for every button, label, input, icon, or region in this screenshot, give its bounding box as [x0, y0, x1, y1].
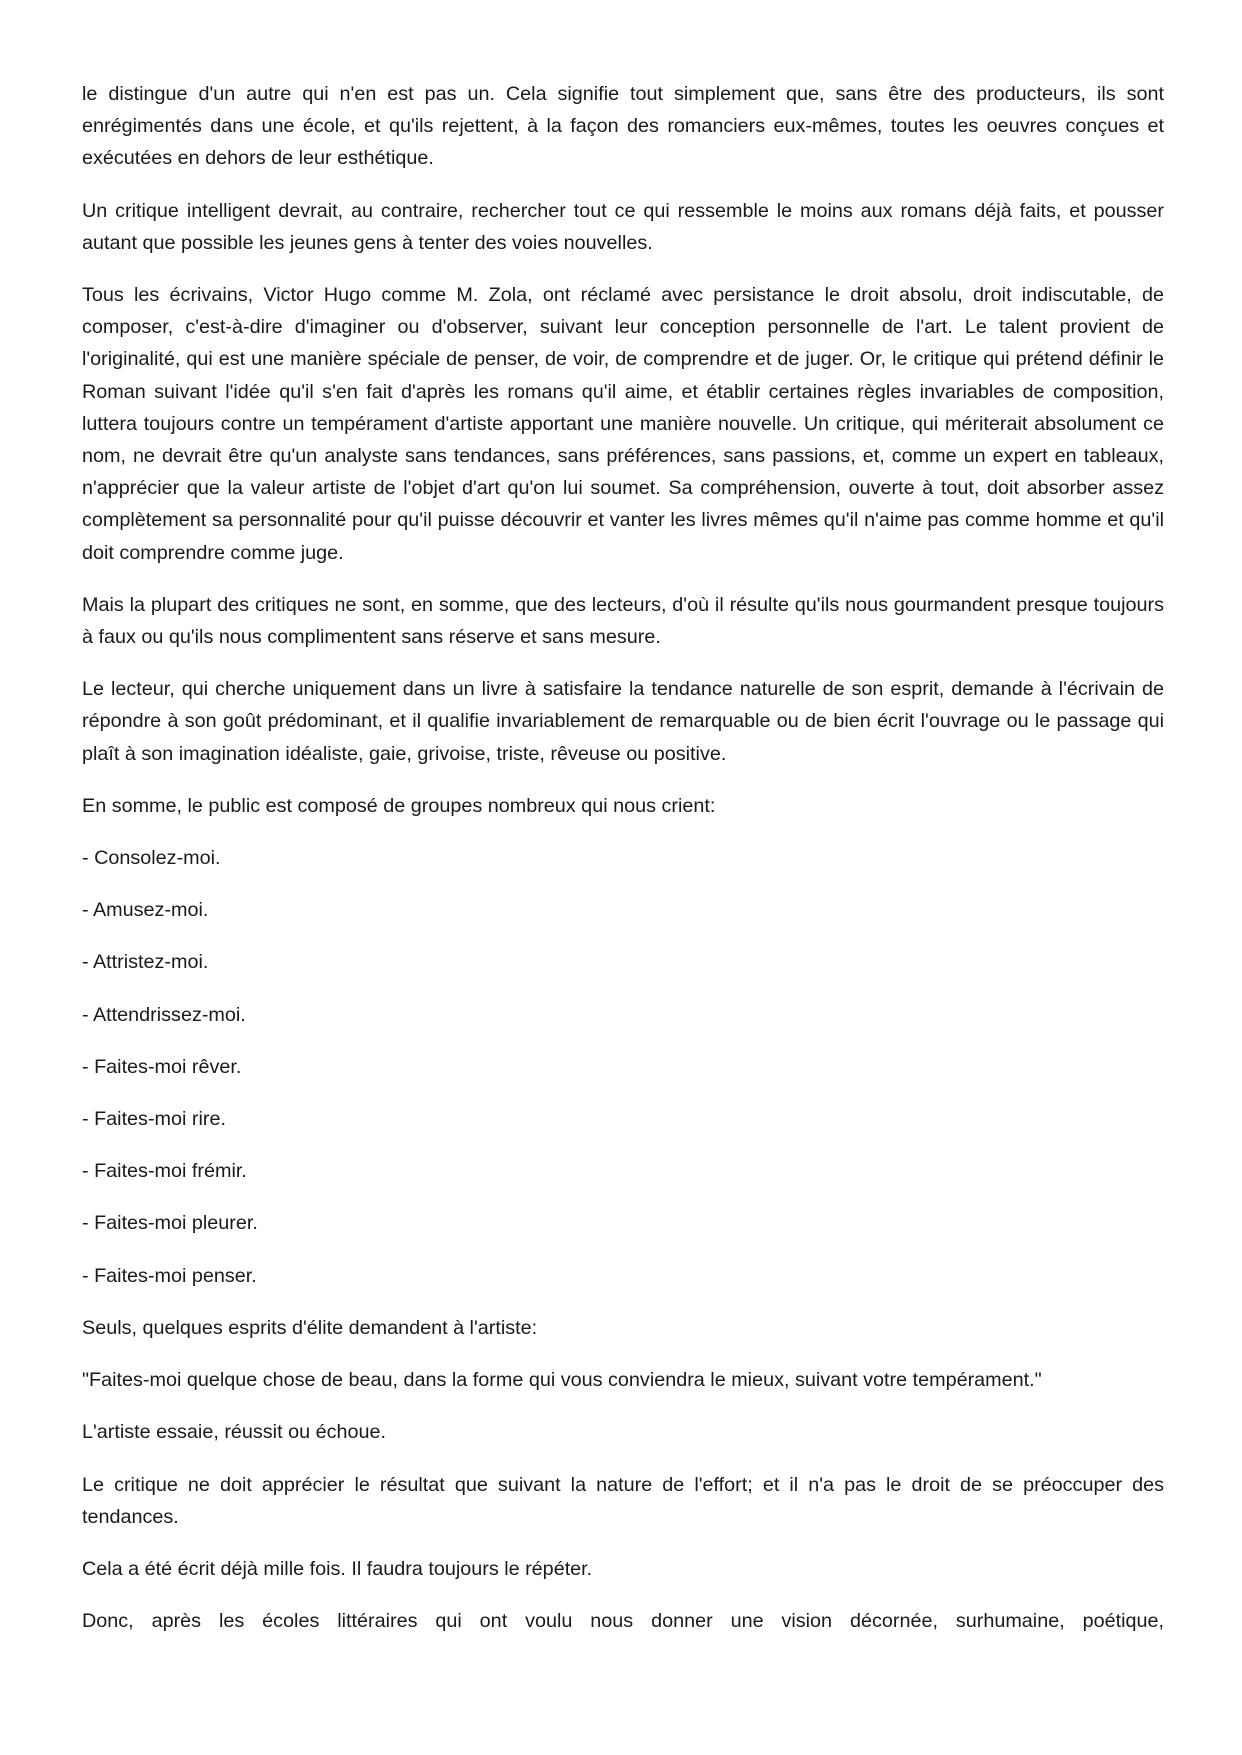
list-item: - Attendrissez-moi.: [82, 1003, 246, 1026]
paragraph: En somme, le public est composé de groupes nombreux qui nous crient:: [82, 794, 716, 817]
paragraph: Donc, après les écoles littéraires qui ont voulu nous donner une vision décornée, surhumaine, poétique,: [82, 1610, 1164, 1633]
list-item: - Amusez-moi.: [82, 899, 209, 922]
list-item: - Attristez-moi.: [82, 951, 209, 974]
document-page: [82, 78, 1164, 1637]
list-item: - Consolez-moi.: [82, 847, 221, 870]
list-item: - Faites-moi frémir.: [82, 1160, 247, 1183]
paragraph: Le lecteur, qui cherche uniquement dans un livre à satisfaire la tendance naturelle de son esprit, demande à l'écrivain de répondre à son goût prédominant, et il qualifie invariablement de remarquable ou de bien écrit l'ouvrage ou le passage qui plaît à son imagination idéaliste, gaie, grivoise, triste, rêveuse ou positive.: [82, 678, 1164, 765]
paragraph: L'artiste essaie, réussit ou échoue.: [82, 1421, 386, 1444]
paragraph: Un critique intelligent devrait, au contraire, rechercher tout ce qui ressemble le moins aux romans déjà faits, et pousser autant que possible les jeunes gens à tenter des voies nouvelles.: [82, 199, 1164, 254]
list-item: - Faites-moi rêver.: [82, 1055, 242, 1078]
paragraph: Cela a été écrit déjà mille fois. Il faudra toujours le répéter.: [82, 1557, 593, 1580]
list-item: - Faites-moi pleurer.: [82, 1212, 258, 1235]
quote-paragraph: "Faites-moi quelque chose de beau, dans la forme qui vous conviendra le mieux, suivant votre tempérament.": [82, 1369, 1042, 1392]
paragraph: Tous les écrivains, Victor Hugo comme M. Zola, ont réclamé avec persistance le droit absolu, droit indiscutable, de composer, c'est-à-dire d'imaginer ou d'observer, suivant leur conception personnelle de l'art. Le talent provient de l'originalité, qui est une manière spéciale de penser, de voir, de comprendre et de juger. Or, le critique qui prétend définir le Roman suivant l'idée qu'il s'en fait d'après les romans qu'il aime, et établir certaines règles invariables de composition, luttera toujours contre un tempérament d'artiste apportant une manière nouvelle. Un critique, qui mériterait absolument ce nom, ne devrait être qu'un analyste sans tendances, sans préférences, sans passions, et, comme un expert en tableaux, n'apprécier que la valeur artiste de l'objet d'art qu'on lui soumet. Sa compréhension, ouverte à tout, doit absorber assez complètement sa personnalité pour qu'il puisse découvrir et vanter les livres mêmes qu'il n'aime pas comme homme et qu'il doit comprendre comme juge.: [82, 284, 1164, 564]
paragraph: Seuls, quelques esprits d'élite demandent à l'artiste:: [82, 1316, 538, 1339]
list-item: - Faites-moi rire.: [82, 1108, 226, 1131]
paragraph: Mais la plupart des critiques ne sont, en somme, que des lecteurs, d'où il résulte qu'ils nous gourmandent presque toujours à faux ou qu'ils nous complimentent sans réserve et sans mesure.: [82, 593, 1164, 649]
paragraph: le distingue d'un autre qui n'en est pas un. Cela signifie tout simplement que, sans être des producteurs, ils sont enrégimentés dans une école, et qu'ils rejettent, à la façon des romanciers eux-mêmes, toutes les oeuvres conçues et exécutées en dehors de leur esthétique.: [82, 83, 1164, 170]
paragraph: Le critique ne doit apprécier le résultat que suivant la nature de l'effort; et il n'a pas le droit de se préoccuper des tendances.: [82, 1473, 1164, 1528]
list-item: - Faites-moi penser.: [82, 1264, 257, 1287]
